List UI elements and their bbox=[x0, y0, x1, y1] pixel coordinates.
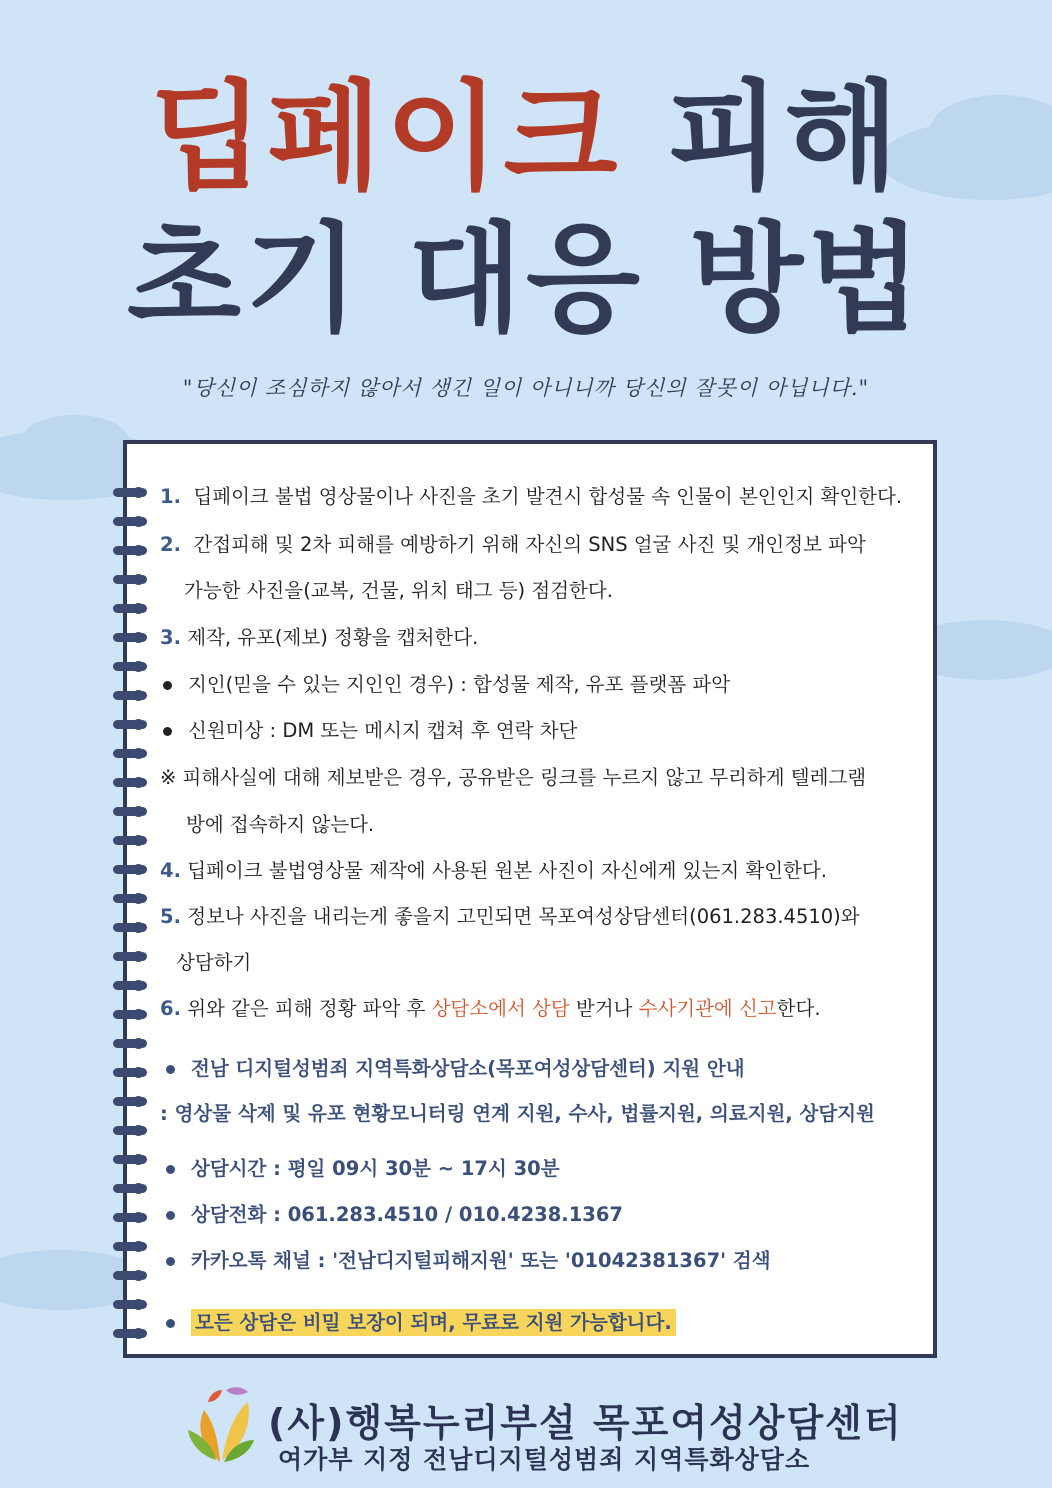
step-text: 딥페이크 불법 영상물이나 사진을 초기 발견시 합성물 속 인물이 본인인지 확인한다. bbox=[193, 485, 903, 508]
info-center bbox=[166, 1053, 745, 1081]
bullet-dot bbox=[166, 1211, 175, 1220]
bullet-acquaintance bbox=[163, 669, 730, 697]
step-5-continued: 상담하기 bbox=[176, 951, 252, 974]
cloud-decoration bbox=[20, 415, 130, 470]
footer-org-name: (사)행복누리부설 목포여성상담센터 bbox=[268, 1401, 903, 1445]
highlighted-notice: 모든 상담은 비밀 보장이 되며, 무료로 지원 가능합니다. bbox=[191, 1309, 676, 1336]
binder-ring bbox=[113, 1300, 147, 1309]
step-number: 4. bbox=[160, 859, 181, 882]
step-5 bbox=[160, 901, 860, 929]
bullet-text: 지인(믿을 수 있는 지인인 경우) : 합성물 제작, 유포 플랫폼 파악 bbox=[188, 673, 731, 696]
info-text: 카카오톡 채널 : '전남디지털피해지원' 또는 '01042381367' 검색 bbox=[191, 1249, 771, 1272]
info-text: 전남 디지털성범죄 지역특화상담소(목포여성상담센터) 지원 안내 bbox=[191, 1057, 745, 1080]
step-text: 딥페이크 불법영상물 제작에 사용된 원본 사진이 자신에게 있는지 확인한다. bbox=[187, 859, 827, 882]
step-4 bbox=[160, 855, 827, 883]
bullet-dot bbox=[166, 1319, 175, 1328]
binder-ring bbox=[113, 1271, 147, 1280]
binder-ring bbox=[113, 952, 147, 961]
note-line1: ※ 피해사실에 대해 제보받은 경우, 공유받은 링크를 누르지 않고 무리하게 텔레그램 bbox=[160, 766, 867, 789]
step-text: 받거나 bbox=[569, 997, 639, 1020]
info-text: 상담시간 : 평일 09시 30분 ~ 17시 30분 bbox=[191, 1157, 560, 1180]
binder-ring bbox=[113, 1184, 147, 1193]
step-6 bbox=[160, 993, 821, 1021]
info-hours bbox=[166, 1153, 560, 1181]
page-title-line1 bbox=[0, 68, 1052, 206]
binder-ring bbox=[113, 1097, 147, 1106]
step-number: 5. bbox=[160, 905, 181, 928]
bullet-dot bbox=[166, 1165, 175, 1174]
binder-ring bbox=[113, 488, 147, 497]
step-number: 6. bbox=[160, 997, 181, 1020]
binder-ring bbox=[113, 778, 147, 787]
bullet-dot bbox=[163, 727, 172, 736]
info-phone bbox=[166, 1199, 623, 1227]
note-line2: 방에 접속하지 않는다. bbox=[186, 813, 375, 836]
info-kakao bbox=[166, 1245, 771, 1273]
step-2-continued: 가능한 사진을(교복, 건물, 위치 태그 등) 점검한다. bbox=[184, 579, 613, 602]
binder-ring bbox=[113, 807, 147, 816]
binder-ring bbox=[113, 923, 147, 932]
step-text: 간접피해 및 2차 피해를 예방하기 위해 자신의 SNS 얼굴 사진 및 개인정보 파악 bbox=[193, 533, 866, 556]
title-red: 딥페이크 bbox=[149, 68, 622, 206]
binder-ring bbox=[113, 575, 147, 584]
step-number: 2. bbox=[160, 533, 181, 556]
info-text: 상담전화 : 061.283.4510 / 010.4238.1367 bbox=[191, 1203, 623, 1226]
subtitle-quote: "당신이 조심하지 않아서 생긴 일이 아니니까 당신의 잘못이 아닙니다." bbox=[182, 376, 870, 400]
binder-ring bbox=[113, 720, 147, 729]
bullet-text: 신원미상 : DM 또는 메시지 캡쳐 후 연락 차단 bbox=[188, 719, 578, 742]
step-text: 한다. bbox=[776, 997, 821, 1020]
bullet-dot bbox=[166, 1257, 175, 1266]
binder-ring bbox=[113, 517, 147, 526]
step-number: 1. bbox=[160, 485, 181, 508]
binder-ring bbox=[113, 1010, 147, 1019]
step-text: 정보나 사진을 내리는게 좋을지 고민되면 목포여성상담센터(061.283.4510)와 bbox=[187, 905, 860, 928]
binder-ring bbox=[113, 1068, 147, 1077]
page-title-line2: 초기 대응 방법 bbox=[126, 210, 926, 348]
binder-ring bbox=[113, 981, 147, 990]
highlight-report: 수사기관에 신고 bbox=[638, 997, 777, 1020]
title-navy: 피해 bbox=[666, 68, 903, 206]
leaf-logo-icon bbox=[186, 1380, 258, 1464]
bullet-dot bbox=[163, 681, 172, 690]
binder-ring bbox=[113, 749, 147, 758]
bullet-dot bbox=[166, 1065, 175, 1074]
binder-ring bbox=[113, 1242, 147, 1251]
binder-ring bbox=[113, 1039, 147, 1048]
binder-ring bbox=[113, 1155, 147, 1164]
bullet-unknown bbox=[163, 715, 577, 743]
step-text: 제작, 유포(제보) 정황을 캡처한다. bbox=[187, 626, 479, 649]
binder-ring bbox=[113, 865, 147, 874]
binder-ring bbox=[113, 894, 147, 903]
highlight-counseling: 상담소에서 상담 bbox=[431, 997, 570, 1020]
binder-ring bbox=[113, 633, 147, 642]
step-text: 위와 같은 피해 정황 파악 후 bbox=[187, 997, 432, 1020]
binder-ring bbox=[113, 691, 147, 700]
step-2 bbox=[160, 529, 866, 557]
info-services: : 영상물 삭제 및 유포 현황모니터링 연계 지원, 수사, 법률지원, 의료지원, 상담지원 bbox=[160, 1102, 875, 1125]
binder-ring bbox=[113, 546, 147, 555]
info-notice bbox=[166, 1307, 676, 1335]
step-number: 3. bbox=[160, 626, 181, 649]
binder-ring bbox=[113, 1126, 147, 1135]
binder-ring bbox=[113, 1213, 147, 1222]
binder-ring bbox=[113, 662, 147, 671]
step-3 bbox=[160, 622, 478, 650]
binder-ring bbox=[113, 604, 147, 613]
footer-designation: 여가부 지정 전남디지털성범죄 지역특화상담소 bbox=[278, 1445, 811, 1474]
step-1 bbox=[160, 481, 902, 509]
binder-ring bbox=[113, 836, 147, 845]
binder-ring bbox=[113, 1329, 147, 1338]
